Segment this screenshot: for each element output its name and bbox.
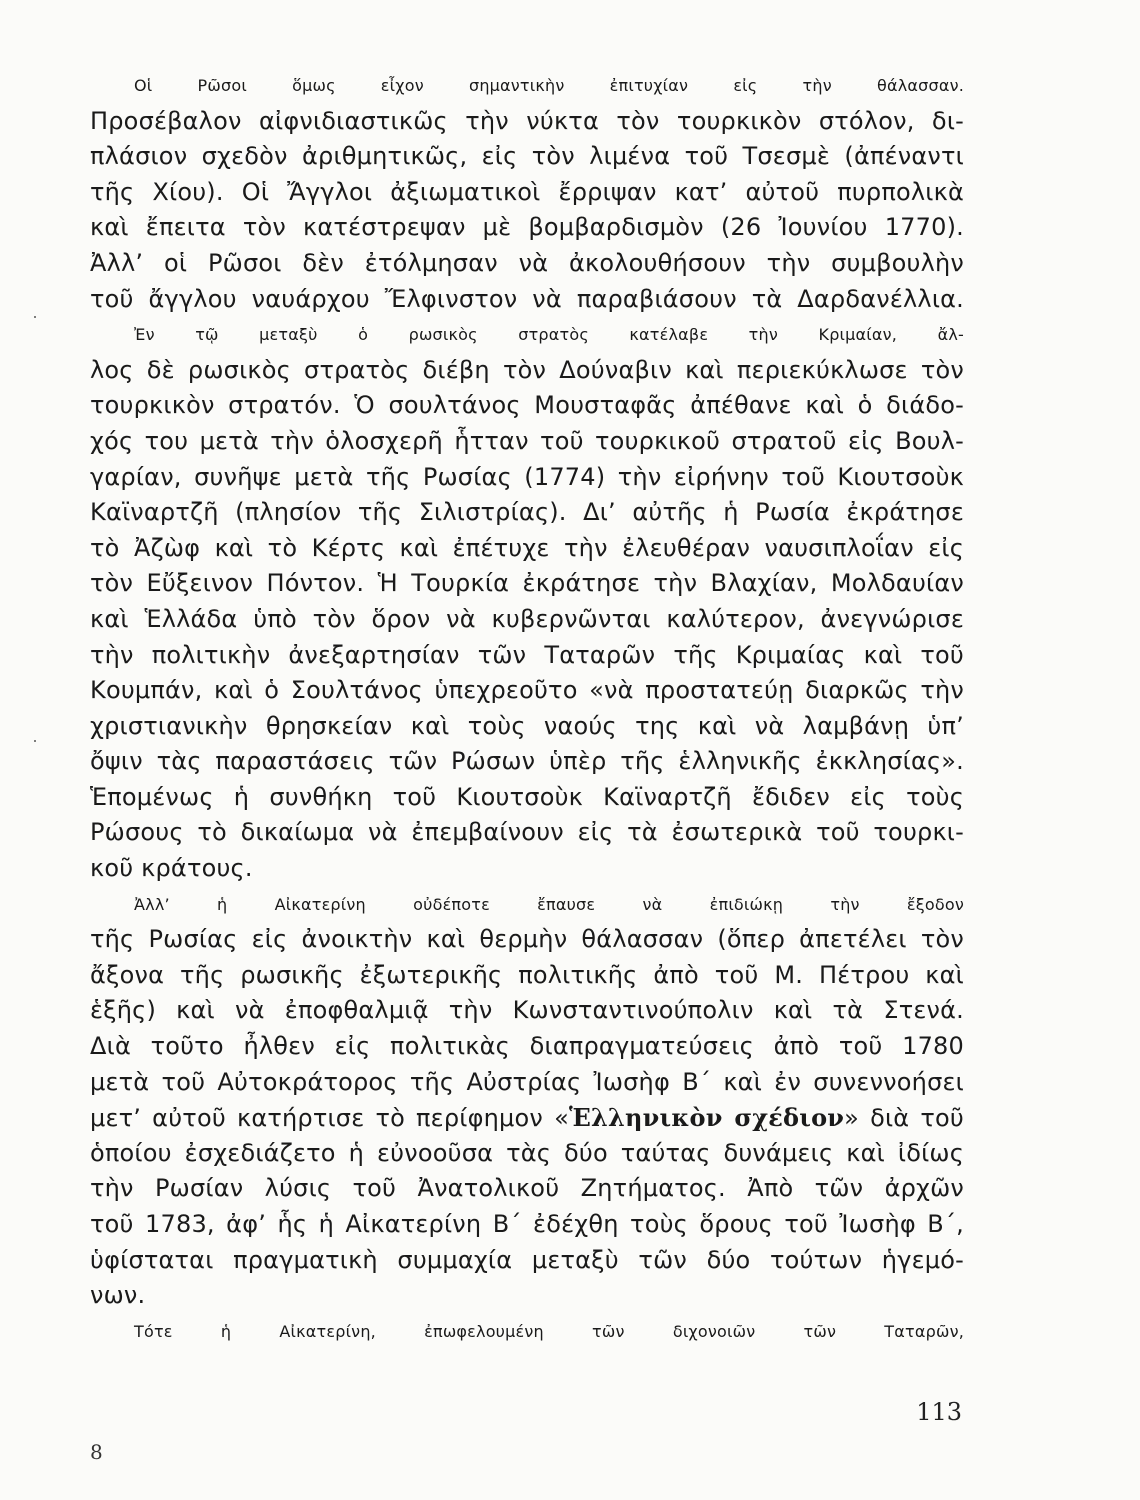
text-line: Καϊναρτζῆ (πλησίον τῆς Σιλιστρίας). Δι’ αὐτῆς ἡ Ρωσία ἐκράτησε [90, 498, 964, 527]
text-line: μετὰ τοῦ Αὐτοκράτορος τῆς Αὐστρίας Ἰωσὴφ Β΄ καὶ ἐν συνεννοήσει [90, 1067, 964, 1096]
text-line: τὸν Εὔξεινον Πόντον. Ἡ Τουρκία ἐκράτησε τὴν Βλαχίαν, Μολδαυίαν [90, 569, 964, 598]
text-line: λος δὲ ρωσικὸς στρατὸς διέβη τὸν Δούναβιν καὶ περιεκύκλωσε τὸν [90, 355, 964, 384]
text-line: Ἀλλ’ ἡ Αἰκατερίνη οὐδέποτε ἔπαυσε νὰ ἐπιδιώκῃ τὴν ἔξοδον [134, 894, 964, 914]
text-line: Προσέβαλον αἰφνιδιαστικῶς τὴν νύκτα τὸν τουρκικὸν στόλον, δι- [90, 106, 964, 135]
text-segment: » διὰ τοῦ [844, 1104, 964, 1133]
text-line: τοῦ ἄγγλου ναυάρχου Ἔλφινστον νὰ παραβιάσουν τὰ Δαρδανέλλια. [90, 284, 964, 313]
text-line: Διὰ τοῦτο ἦλθεν εἰς πολιτικὰς διαπραγματεύσεις ἀπὸ τοῦ 1780 [90, 1032, 964, 1061]
body-text [90, 68, 964, 1349]
signature-mark: 8 [90, 1440, 103, 1464]
text-line: Ἑπομένως ἡ συνθήκη τοῦ Κιουτσοὺκ Καϊναρτζῆ ἔδιδεν εἰς τοὺς [90, 782, 964, 811]
text-line: χριστιανικὴν θρησκείαν καὶ τοὺς ναούς της καὶ νὰ λαμβάνῃ ὑπ’ [90, 711, 964, 740]
text-line: Ἀλλ’ οἱ Ρῶσοι δὲν ἐτόλμησαν νὰ ἀκολουθήσουν τὴν συμβουλὴν [90, 248, 964, 277]
text-line: τῆς Χίου). Οἱ Ἄγγλοι ἀξιωματικοὶ ἔρριψαν κατ’ αὐτοῦ πυρπολικὰ [90, 177, 964, 206]
margin-speck [34, 740, 36, 742]
emphasized-term: Ἑλληνικὸν σχέδιον [568, 1103, 845, 1133]
text-line: τὴν Ρωσίαν λύσις τοῦ Ἀνατολικοῦ Ζητήματος. Ἀπὸ τῶν ἀρχῶν [90, 1174, 964, 1203]
text-line: τῆς Ρωσίας εἰς ἀνοικτὴν καὶ θερμὴν θάλασσαν (ὅπερ ἀπετέλει τὸν [90, 925, 964, 954]
text-line: ὁποίου ἐσχεδιάζετο ἡ εὐνοοῦσα τὰς δύο ταύτας δυνάμεις καὶ ἰδίως [90, 1138, 964, 1167]
text-line: πλάσιον σχεδὸν ἀριθμητικῶς, εἰς τὸν λιμένα τοῦ Τσεσμὲ (ἀπέναντι [90, 142, 964, 171]
text-line: Ρώσους τὸ δικαίωμα νὰ ἐπεμβαίνουν εἰς τὰ ἐσωτερικὰ τοῦ τουρκι- [90, 818, 964, 847]
page-number: 113 [916, 1398, 962, 1426]
text-line: τοῦ 1783, ἀφ’ ἧς ἡ Αἰκατερίνη Β΄ ἐδέχθη τοὺς ὅρους τοῦ Ἰωσὴφ Β΄, [90, 1210, 964, 1238]
text-line: τὴν πολιτικὴν ἀνεξαρτησίαν τῶν Ταταρῶν τῆς Κριμαίας καὶ τοῦ [90, 640, 964, 669]
text-line: χός του μετὰ τὴν ὁλοσχερῆ ἧτταν τοῦ τουρκικοῦ στρατοῦ εἰς Βουλ- [90, 426, 964, 455]
text-line: ἑξῆς) καὶ νὰ ἐποφθαλμιᾷ τὴν Κωνσταντινούπολιν καὶ τὰ Στενά. [90, 996, 964, 1025]
text-line: Κουμπάν, καὶ ὁ Σουλτάνος ὑπεχρεοῦτο «νὰ προστατεύῃ διαρκῶς τὴν [90, 676, 964, 705]
text-line: καὶ Ἑλλάδα ὑπὸ τὸν ὅρον νὰ κυβερνῶνται καλύτερον, ἀνεγνώρισε [90, 604, 964, 633]
text-line: καὶ ἔπειτα τὸν κατέστρεψαν μὲ βομβαρδισμὸν (26 Ἰουνίου 1770). [90, 213, 964, 242]
text-line: Ἐν τῷ μεταξὺ ὁ ρωσικὸς στρατὸς κατέλαβε τὴν Κριμαίαν, ἄλ- [134, 325, 964, 345]
text-line [90, 1100, 964, 1136]
text-line: κοῦ κράτους. [90, 854, 253, 883]
text-line: γαρίαν, συνῆψε μετὰ τῆς Ρωσίας (1774) τὴν εἰρήνην τοῦ Κιουτσοὺκ [90, 462, 964, 491]
text-line: νων. [90, 1281, 146, 1310]
text-line: ὑφίσταται πραγματικὴ συμμαχία μεταξὺ τῶν δύο τούτων ἡγεμό- [90, 1245, 964, 1274]
text-line: Τότε ἡ Αἰκατερίνη, ἐπωφελουμένη τῶν διχονοιῶν τῶν Ταταρῶν, [134, 1321, 964, 1341]
margin-speck [34, 316, 36, 318]
text-line: τὸ Ἀζὼφ καὶ τὸ Κέρτς καὶ ἐπέτυχε τὴν ἐλευθέραν ναυσιπλοΐαν εἰς [90, 533, 964, 562]
text-line: ὄψιν τὰς παραστάσεις τῶν Ρώσων ὑπὲρ τῆς ἑλληνικῆς ἐκκλησίας». [90, 747, 964, 776]
text-line: τουρκικὸν στρατόν. Ὁ σουλτάνος Μουσταφᾶς ἀπέθανε καὶ ὁ διάδο- [90, 391, 964, 420]
text-line: Οἱ Ρῶσοι ὅμως εἶχον σημαντικὴν ἐπιτυχίαν εἰς τὴν θάλασσαν. [134, 76, 964, 95]
text-line: ἄξονα τῆς ρωσικῆς ἐξωτερικῆς πολιτικῆς ἀπὸ τοῦ Μ. Πέτρου καὶ [90, 960, 964, 989]
text-segment: μετ’ αὐτοῦ κατήρτισε τὸ περίφημον « [90, 1104, 569, 1133]
